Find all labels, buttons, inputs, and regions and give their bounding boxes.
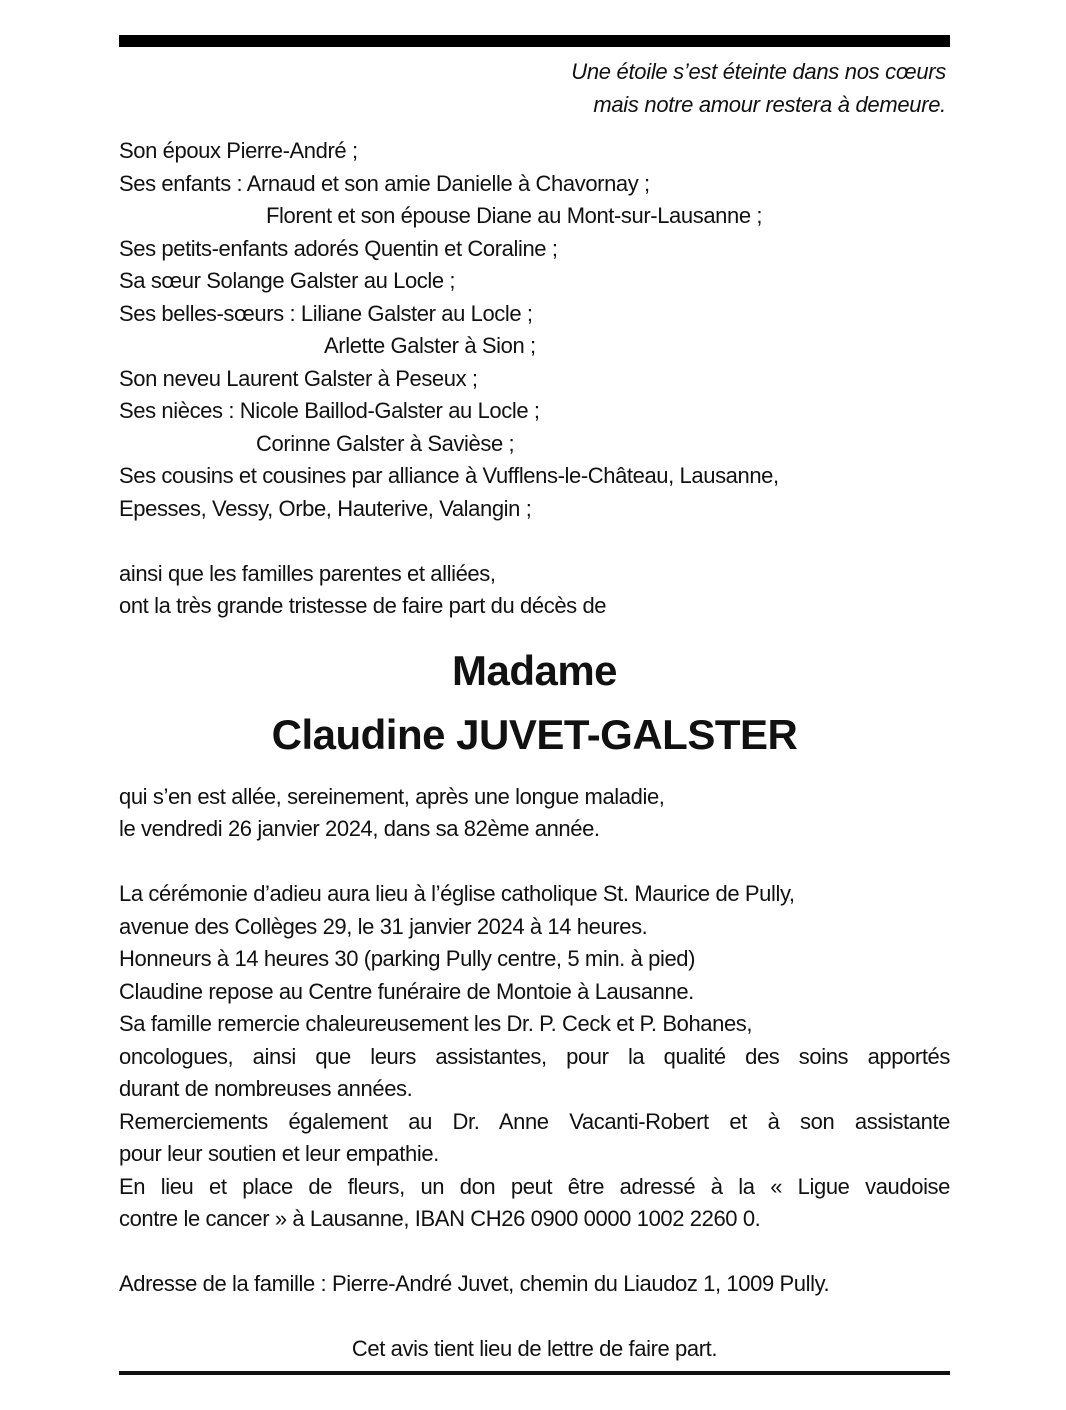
family-line: Ses cousins et cousines par alliance à Vufflens-le-Château, Lausanne,: [119, 463, 779, 488]
ceremony-line: pour leur soutien et leur empathie.: [119, 1141, 439, 1166]
epigraph-line: Une étoile s’est éteinte dans nos cœurs: [571, 59, 946, 84]
top-rule: [119, 35, 950, 47]
family-line: Arlette Galster à Sion ;: [324, 333, 536, 358]
family-line: Ses nièces : Nicole Baillod-Galster au Locle ;: [119, 398, 540, 423]
ceremony-line: contre le cancer » à Lausanne, IBAN CH26 0900 0000 1002 2260 0.: [119, 1206, 761, 1231]
epigraph-line: mais notre amour restera à demeure.: [593, 91, 946, 117]
ceremony-line: durant de nombreuses années.: [119, 1076, 413, 1101]
family-line: Sa sœur Solange Galster au Locle ;: [119, 268, 456, 293]
closing-note: Cet avis tient lieu de lettre de faire part.: [351, 1336, 718, 1361]
ceremony-line: avenue des Collèges 29, le 31 janvier 2024 à 14 heures.: [119, 913, 648, 939]
ceremony-line: En lieu et place de fleurs, un don peut être adressé à la « Ligue vaudoise: [119, 1173, 950, 1199]
epigraph: [119, 56, 946, 121]
family-line: Son neveu Laurent Galster à Peseux ;: [119, 365, 478, 391]
intro-line: ont la très grande tristesse de faire part du décès de: [119, 593, 607, 618]
ceremony-line: La cérémonie d’adieu aura lieu à l’église catholique St. Maurice de Pully,: [119, 881, 795, 906]
obituary-body: [119, 135, 950, 1366]
family-line: Corinne Galster à Savièse ;: [256, 430, 515, 456]
family-line: Son époux Pierre-André ;: [119, 138, 358, 163]
family-line: Ses petits-enfants adorés Quentin et Coraline ;: [119, 235, 558, 261]
deceased-name: Claudine JUVET-GALSTER: [271, 710, 798, 758]
passing-line: qui s’en est allée, sereinement, après une longue maladie,: [119, 783, 665, 809]
family-line: Ses belles-sœurs : Liliane Galster au Locle ;: [119, 300, 533, 326]
family-address: Adresse de la famille : Pierre-André Juvet, chemin du Liaudoz 1, 1009 Pully.: [119, 1271, 830, 1296]
ceremony-line: Remerciements également au Dr. Anne Vacanti-Robert et à son assistante: [119, 1108, 950, 1134]
family-line: Ses enfants : Arnaud et son amie Danielle à Chavornay ;: [119, 170, 650, 196]
ceremony-line: Claudine repose au Centre funéraire de Montoie à Lausanne.: [119, 978, 694, 1004]
ceremony-line: oncologues, ainsi que leurs assistantes, pour la qualité des soins apportés: [119, 1043, 950, 1069]
deceased-title: Madame: [451, 646, 618, 694]
family-line: Florent et son épouse Diane au Mont-sur-Lausanne ;: [266, 203, 763, 228]
passing-line: le vendredi 26 janvier 2024, dans sa 82ème année.: [119, 816, 600, 841]
bottom-rule: [119, 1371, 950, 1375]
ceremony-line: Honneurs à 14 heures 30 (parking Pully centre, 5 min. à pied): [119, 946, 696, 971]
family-line: Epesses, Vessy, Orbe, Hauterive, Valangin ;: [119, 495, 532, 521]
intro-line: ainsi que les familles parentes et alliées,: [119, 560, 496, 586]
ceremony-line: Sa famille remercie chaleureusement les Dr. P. Ceck et P. Bohanes,: [119, 1011, 753, 1036]
